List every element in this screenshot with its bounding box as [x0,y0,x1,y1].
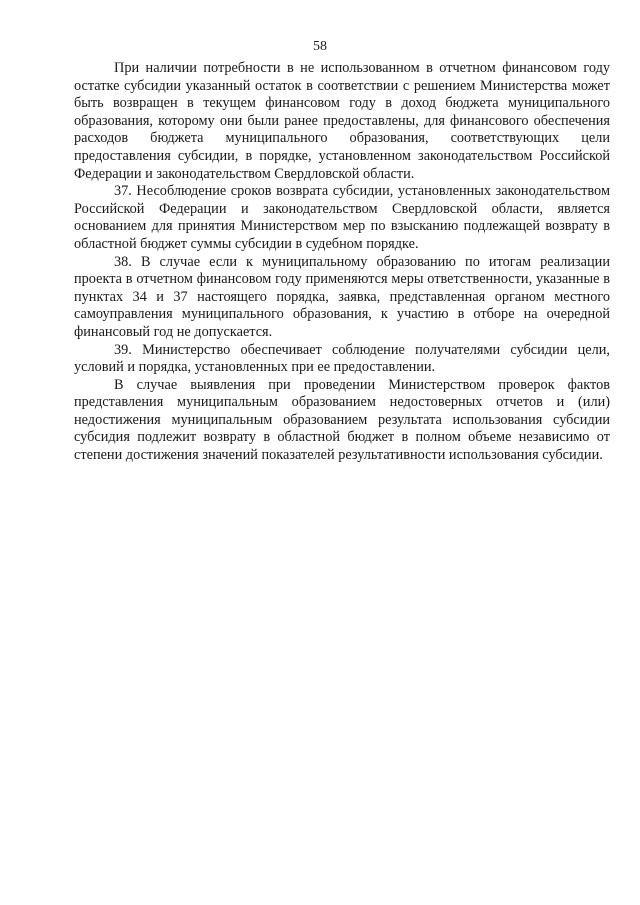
paragraph-item-38: 38. В случае если к муниципальному образованию по итогам реализации проекта в отчетном финансовом году применяются меры ответственности, указанные в пунктах 34 и 37 настоящего порядка, заявка, представленная органом местного самоуправления муниципального образования, к участию в отборе на очередной финансовый год не допускается. [74,253,610,340]
paragraph-item-37: 37. Несоблюдение сроков возврата субсидии, установленных законодательством Российской Федерации и законодательством Свердловской области, является основанием для принятия Министерством мер по взысканию подлежащей возврату в областной бюджет суммы субсидии в судебном порядке. [74,183,610,252]
paragraph-item-39: 39. Министерство обеспечивает соблюдение получателями субсидии цели, условий и порядка, установленных при ее предоставлении. [74,341,610,376]
page-number: 58 [313,39,327,54]
document-body [74,60,610,465]
paragraph-inspection-violations: В случае выявления при проведении Министерством проверок фактов представления муниципальным образованием недостоверных отчетов и (или) недостижения муниципальным образованием результата использования субсидии субсидия подлежит возврату в областной бюджет в полном объеме независимо от степени достижения значений показателей результативности использования субсидии. [74,376,610,464]
paragraph-surplus-return: При наличии потребности в не использованном в отчетном финансовом году остатке субсидии указанный остаток в соответствии с решением Министерства может быть возвращен в текущем финансовом году в доход бюджета муниципального образования, которому они были ранее предоставлены, для финансового обеспечения расходов бюджета муниципального образования, соответствующих цели предоставления субсидии, в порядке, установленном законодательством Российской Федерации и законодательством Свердловской области. [74,60,610,182]
